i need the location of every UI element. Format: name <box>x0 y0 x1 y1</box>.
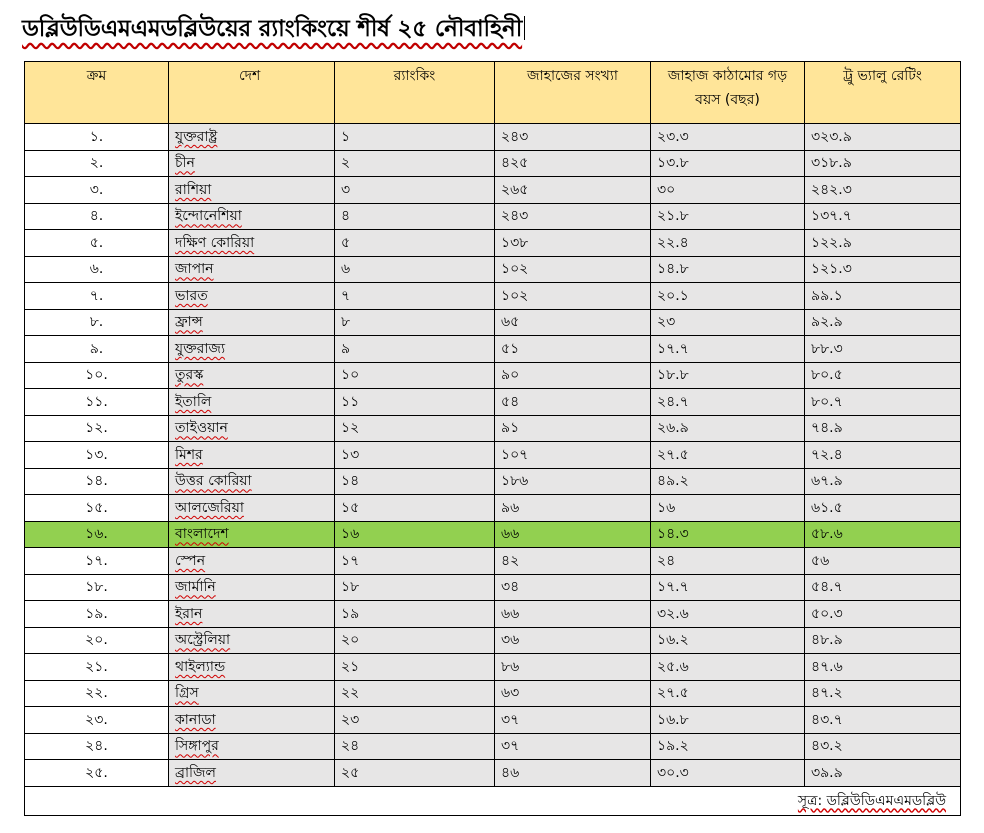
text-cursor <box>524 16 525 40</box>
serial-cell: ৬. <box>25 256 169 283</box>
ranking-cell: ২২ <box>335 680 495 707</box>
country-cell <box>169 203 335 230</box>
ship-count-cell: ১০২ <box>495 283 651 310</box>
country-name: বাংলাদেশ <box>175 526 229 543</box>
country-name: জার্মানি <box>175 579 216 596</box>
country-cell <box>169 521 335 548</box>
average-age-cell: ২০.১ <box>651 283 805 310</box>
average-age-cell: ১৯.২ <box>651 733 805 760</box>
country-name: জাপান <box>175 261 214 278</box>
country-name: উত্তর কোরিয়া <box>175 473 252 490</box>
table-row <box>25 124 961 151</box>
true-value-rating-cell: ৮০.৭ <box>805 389 961 416</box>
average-age-cell: ১৩.৮ <box>651 150 805 177</box>
country-name: ব্রাজিল <box>175 764 216 781</box>
table-row-highlighted <box>25 521 961 548</box>
ship-count-cell: ১০৭ <box>495 442 651 469</box>
table-row <box>25 442 961 469</box>
serial-cell: ২. <box>25 150 169 177</box>
header-country: দেশ <box>169 62 335 124</box>
ship-count-cell: ৫৪ <box>495 389 651 416</box>
country-cell <box>169 177 335 204</box>
table-row <box>25 680 961 707</box>
country-cell <box>169 309 335 336</box>
serial-cell: ২৪. <box>25 733 169 760</box>
average-age-cell: ১৪.৮ <box>651 256 805 283</box>
source-note: সূত্র: ডব্লিউডিএমএমডব্লিউ <box>797 792 946 809</box>
country-cell <box>169 707 335 734</box>
country-name: রাশিয়া <box>175 181 212 198</box>
country-cell <box>169 283 335 310</box>
ship-count-cell: ১০২ <box>495 256 651 283</box>
true-value-rating-cell: ১২১.৩ <box>805 256 961 283</box>
true-value-rating-cell: ৭২.৪ <box>805 442 961 469</box>
ranking-cell: ১১ <box>335 389 495 416</box>
serial-cell: ১. <box>25 124 169 151</box>
average-age-cell: ২৪ <box>651 548 805 575</box>
country-name: আলজেরিয়া <box>175 499 244 516</box>
ranking-cell: ২১ <box>335 654 495 681</box>
average-age-cell: ২১.৮ <box>651 203 805 230</box>
table-row <box>25 150 961 177</box>
serial-cell: ৯. <box>25 336 169 363</box>
ship-count-cell: ৫১ <box>495 336 651 363</box>
average-age-cell: ১৭.৭ <box>651 574 805 601</box>
ship-count-cell: ৯৬ <box>495 495 651 522</box>
navy-ranking-table <box>24 61 961 816</box>
serial-cell: ১৪. <box>25 468 169 495</box>
table-row <box>25 203 961 230</box>
average-age-cell: ২৩ <box>651 309 805 336</box>
ranking-cell: ৬ <box>335 256 495 283</box>
serial-cell: ১৯. <box>25 601 169 628</box>
table-row <box>25 574 961 601</box>
table-row <box>25 336 961 363</box>
country-cell <box>169 468 335 495</box>
serial-cell: ২৫. <box>25 760 169 787</box>
country-cell <box>169 150 335 177</box>
country-cell <box>169 627 335 654</box>
ship-count-cell: ৯১ <box>495 415 651 442</box>
country-name: অস্ট্রেলিয়া <box>175 632 231 649</box>
table-row <box>25 627 961 654</box>
average-age-cell: ৩০ <box>651 177 805 204</box>
serial-cell: ১৮. <box>25 574 169 601</box>
ranking-cell: ৪ <box>335 203 495 230</box>
serial-cell: ২০. <box>25 627 169 654</box>
average-age-cell: ৩০.৩ <box>651 760 805 787</box>
header-ranking: র‍্যাংকিং <box>335 62 495 124</box>
ship-count-cell: ২৪৩ <box>495 203 651 230</box>
average-age-cell: ২৬.৯ <box>651 415 805 442</box>
table-row <box>25 733 961 760</box>
country-name: ভারত <box>175 287 208 304</box>
average-age-cell: ২৫.৬ <box>651 654 805 681</box>
true-value-rating-cell: ২৪২.৩ <box>805 177 961 204</box>
serial-cell: ২১. <box>25 654 169 681</box>
serial-cell: ৩. <box>25 177 169 204</box>
serial-cell: ১১. <box>25 389 169 416</box>
country-name: তুরস্ক <box>175 367 204 384</box>
true-value-rating-cell: ৯৯.১ <box>805 283 961 310</box>
header-ship-count: জাহাজের সংখ্যা <box>495 62 651 124</box>
serial-cell: ২৩. <box>25 707 169 734</box>
serial-cell: ১৩. <box>25 442 169 469</box>
true-value-rating-cell: ৩২৩.৯ <box>805 124 961 151</box>
ranking-cell: ১ <box>335 124 495 151</box>
country-name: মিশর <box>175 446 203 463</box>
table-row <box>25 415 961 442</box>
table-header-row <box>25 62 961 124</box>
average-age-cell: ২৭.৫ <box>651 680 805 707</box>
serial-cell: ১৭. <box>25 548 169 575</box>
country-cell <box>169 230 335 257</box>
country-cell <box>169 733 335 760</box>
country-name: স্পেন <box>175 552 206 569</box>
header-serial: ক্রম <box>25 62 169 124</box>
country-name: ইরান <box>175 605 203 622</box>
ship-count-cell: ৬৬ <box>495 601 651 628</box>
country-cell <box>169 415 335 442</box>
true-value-rating-cell: ৮৮.৩ <box>805 336 961 363</box>
serial-cell: ৭. <box>25 283 169 310</box>
ranking-cell: ২ <box>335 150 495 177</box>
true-value-rating-cell: ৩৯.৯ <box>805 760 961 787</box>
serial-cell: ২২. <box>25 680 169 707</box>
ranking-cell: ১৬ <box>335 521 495 548</box>
true-value-rating-cell: ৬১.৫ <box>805 495 961 522</box>
table-row <box>25 256 961 283</box>
average-age-cell: ২৪.৭ <box>651 389 805 416</box>
ship-count-cell: ৩৬ <box>495 627 651 654</box>
table-row <box>25 548 961 575</box>
ranking-cell: ৫ <box>335 230 495 257</box>
country-cell <box>169 442 335 469</box>
ship-count-cell: ৮৬ <box>495 654 651 681</box>
ship-count-cell: ৬৩ <box>495 680 651 707</box>
country-cell <box>169 495 335 522</box>
true-value-rating-cell: ৪৭.৬ <box>805 654 961 681</box>
country-name: দক্ষিণ কোরিয়া <box>175 234 255 251</box>
table-row <box>25 177 961 204</box>
country-name: তাইওয়ান <box>175 420 228 437</box>
country-name: যুক্তরাজ্য <box>175 340 226 357</box>
ship-count-cell: ৯০ <box>495 362 651 389</box>
country-name: ইতালি <box>175 393 212 410</box>
true-value-rating-cell: ৪৩.৭ <box>805 707 961 734</box>
country-cell <box>169 760 335 787</box>
true-value-rating-cell: ৬৭.৯ <box>805 468 961 495</box>
table-row <box>25 495 961 522</box>
average-age-cell: ১৭.৭ <box>651 336 805 363</box>
source-cell <box>25 786 961 815</box>
ranking-cell: ১৯ <box>335 601 495 628</box>
true-value-rating-cell: ১৩৭.৭ <box>805 203 961 230</box>
country-name: থাইল্যান্ড <box>175 658 226 675</box>
ranking-cell: ৯ <box>335 336 495 363</box>
ship-count-cell: ১৩৮ <box>495 230 651 257</box>
true-value-rating-cell: ৪৩.২ <box>805 733 961 760</box>
country-name: সিঙ্গাপুর <box>175 738 219 755</box>
true-value-rating-cell: ৭৪.৯ <box>805 415 961 442</box>
country-cell <box>169 680 335 707</box>
true-value-rating-cell: ১২২.৯ <box>805 230 961 257</box>
table-row <box>25 760 961 787</box>
serial-cell: ১৫. <box>25 495 169 522</box>
ranking-cell: ৭ <box>335 283 495 310</box>
table-row <box>25 654 961 681</box>
ranking-cell: ২৪ <box>335 733 495 760</box>
table-row <box>25 601 961 628</box>
table-row <box>25 389 961 416</box>
table-row <box>25 283 961 310</box>
average-age-cell: ১৪.৩ <box>651 521 805 548</box>
ship-count-cell: ৬৬ <box>495 521 651 548</box>
country-cell <box>169 548 335 575</box>
ranking-cell: ২০ <box>335 627 495 654</box>
country-name: ফ্রান্স <box>175 314 203 331</box>
average-age-cell: ১৬ <box>651 495 805 522</box>
header-true-value-rating: ট্রু ভ্যালু রেটিং <box>805 62 961 124</box>
true-value-rating-cell: ৮০.৫ <box>805 362 961 389</box>
country-name: ইন্দোনেশিয়া <box>175 208 242 225</box>
average-age-cell: ২২.৪ <box>651 230 805 257</box>
ranking-cell: ২৩ <box>335 707 495 734</box>
document-title: ডব্লিউডিএমএমডব্লিউয়ের র‍্যাংকিংয়ে শীর্ষ ২৫ নৌবাহিনী <box>22 10 525 49</box>
ship-count-cell: ৪২ <box>495 548 651 575</box>
country-name: যুক্তরাষ্ট্র <box>175 128 218 145</box>
country-name: কানাডা <box>175 711 216 728</box>
ranking-cell: ১৫ <box>335 495 495 522</box>
country-cell <box>169 256 335 283</box>
ship-count-cell: ৩৭ <box>495 707 651 734</box>
true-value-rating-cell: ৪৭.২ <box>805 680 961 707</box>
true-value-rating-cell: ৫৬ <box>805 548 961 575</box>
header-average-age: জাহাজ কাঠামোর গড় বয়স (বছর) <box>651 62 805 124</box>
table-row <box>25 468 961 495</box>
table-row <box>25 707 961 734</box>
table-row <box>25 309 961 336</box>
ranking-cell: ২৫ <box>335 760 495 787</box>
country-cell <box>169 574 335 601</box>
average-age-cell: ২৩.৩ <box>651 124 805 151</box>
country-cell <box>169 389 335 416</box>
true-value-rating-cell: ৫০.৩ <box>805 601 961 628</box>
ranking-cell: ৩ <box>335 177 495 204</box>
ranking-cell: ১২ <box>335 415 495 442</box>
country-name: চীন <box>175 155 195 172</box>
ship-count-cell: ৩৪ <box>495 574 651 601</box>
average-age-cell: ১৬.২ <box>651 627 805 654</box>
average-age-cell: ৪৯.২ <box>651 468 805 495</box>
ship-count-cell: ৪৬ <box>495 760 651 787</box>
serial-cell: ১৬. <box>25 521 169 548</box>
ship-count-cell: ২৬৫ <box>495 177 651 204</box>
source-row <box>25 786 961 815</box>
ranking-cell: ৮ <box>335 309 495 336</box>
table-row <box>25 230 961 257</box>
country-cell <box>169 124 335 151</box>
average-age-cell: ১৬.৮ <box>651 707 805 734</box>
country-cell <box>169 362 335 389</box>
table-body <box>25 124 961 787</box>
ranking-cell: ১০ <box>335 362 495 389</box>
country-name: গ্রিস <box>175 685 199 702</box>
true-value-rating-cell: ৪৮.৯ <box>805 627 961 654</box>
ship-count-cell: ১৮৬ <box>495 468 651 495</box>
country-cell <box>169 336 335 363</box>
true-value-rating-cell: ৫৪.৭ <box>805 574 961 601</box>
serial-cell: ১২. <box>25 415 169 442</box>
serial-cell: ৪. <box>25 203 169 230</box>
ship-count-cell: ৩৭ <box>495 733 651 760</box>
serial-cell: ১০. <box>25 362 169 389</box>
country-cell <box>169 601 335 628</box>
average-age-cell: ৩২.৬ <box>651 601 805 628</box>
average-age-cell: ১৮.৮ <box>651 362 805 389</box>
ranking-cell: ১৪ <box>335 468 495 495</box>
country-cell <box>169 654 335 681</box>
true-value-rating-cell: ৫৮.৬ <box>805 521 961 548</box>
true-value-rating-cell: ৩১৮.৯ <box>805 150 961 177</box>
ranking-cell: ১৩ <box>335 442 495 469</box>
table-row <box>25 362 961 389</box>
serial-cell: ৮. <box>25 309 169 336</box>
average-age-cell: ২৭.৫ <box>651 442 805 469</box>
ship-count-cell: ৪২৫ <box>495 150 651 177</box>
ship-count-cell: ৬৫ <box>495 309 651 336</box>
ranking-cell: ১৮ <box>335 574 495 601</box>
true-value-rating-cell: ৯২.৯ <box>805 309 961 336</box>
ship-count-cell: ২৪৩ <box>495 124 651 151</box>
serial-cell: ৫. <box>25 230 169 257</box>
ranking-cell: ১৭ <box>335 548 495 575</box>
